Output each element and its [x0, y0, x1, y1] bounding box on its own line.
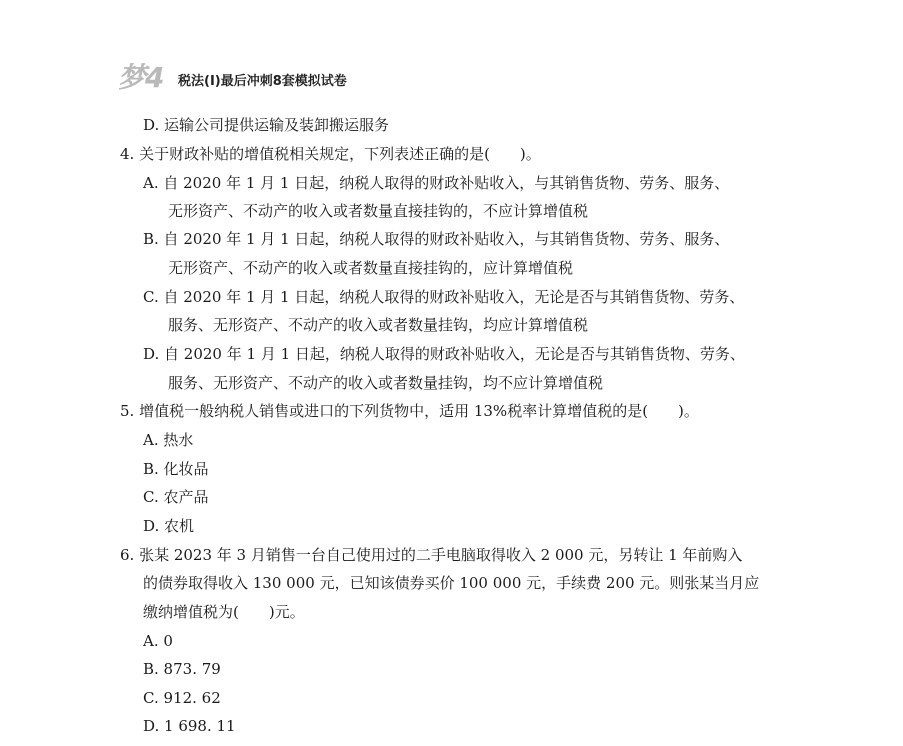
q4-option-b-line2: 无形资产、不动产的收入或者数量直接挂钩的，应计算增值税	[168, 259, 574, 277]
q6-option-d: D. 1 698. 11	[143, 717, 236, 735]
q5-option-b: B. 化妆品	[143, 460, 209, 478]
q6-option-a: A. 0	[143, 632, 173, 650]
q5-option-c: C. 农产品	[143, 488, 209, 506]
series-logo: 梦4	[118, 61, 164, 94]
book-title: 税法(Ⅰ)最后冲刺8套模拟试卷	[178, 74, 347, 89]
q5-option-a: A. 热水	[143, 431, 194, 449]
q5-option-d: D. 农机	[143, 517, 195, 535]
q4-option-a-line2: 无形资产、不动产的收入或者数量直接挂钩的，不应计算增值税	[168, 202, 589, 220]
q4-option-c-line1: C. 自 2020 年 1 月 1 日起，纳税人取得的财政补贴收入，无论是否与其销售货物、劳务、	[143, 288, 745, 306]
q4-stem: 4. 关于财政补贴的增值税相关规定，下列表述正确的是( )。	[120, 145, 541, 163]
q4-option-d-line1: D. 自 2020 年 1 月 1 日起，纳税人取得的财政补贴收入，无论是否与其销售货物、劳务、	[143, 345, 745, 363]
q4-option-b-line1: B. 自 2020 年 1 月 1 日起，纳税人取得的财政补贴收入，与其销售货物、劳务、服务、	[143, 230, 730, 248]
q4-option-c-line2: 服务、无形资产、不动产的收入或者数量挂钩，均应计算增值税	[168, 316, 589, 334]
q4-option-a-line1: A. 自 2020 年 1 月 1 日起，纳税人取得的财政补贴收入，与其销售货物、劳务、服务、	[143, 174, 730, 192]
q6-stem-line3: 缴纳增值税为( )元。	[143, 603, 305, 621]
q4-option-d-line2: 服务、无形资产、不动产的收入或者数量挂钩，均不应计算增值税	[168, 374, 604, 392]
q5-stem: 5. 增值税一般纳税人销售或进口的下列货物中，适用 13%税率计算增值税的是( )。	[120, 402, 699, 420]
q3-option-d: D. 运输公司提供运输及装卸搬运服务	[143, 116, 390, 134]
q6-stem-line2: 的债券取得收入 130 000 元，已知该债券买价 100 000 元，手续费 200 元。则张某当月应	[143, 574, 760, 592]
q6-option-b: B. 873. 79	[143, 660, 221, 678]
q6-stem-line1: 6. 张某 2023 年 3 月销售一台自己使用过的二手电脑取得收入 2 000 元，另转让 1 年前购入	[120, 546, 743, 564]
q6-option-c: C. 912. 62	[143, 689, 221, 707]
